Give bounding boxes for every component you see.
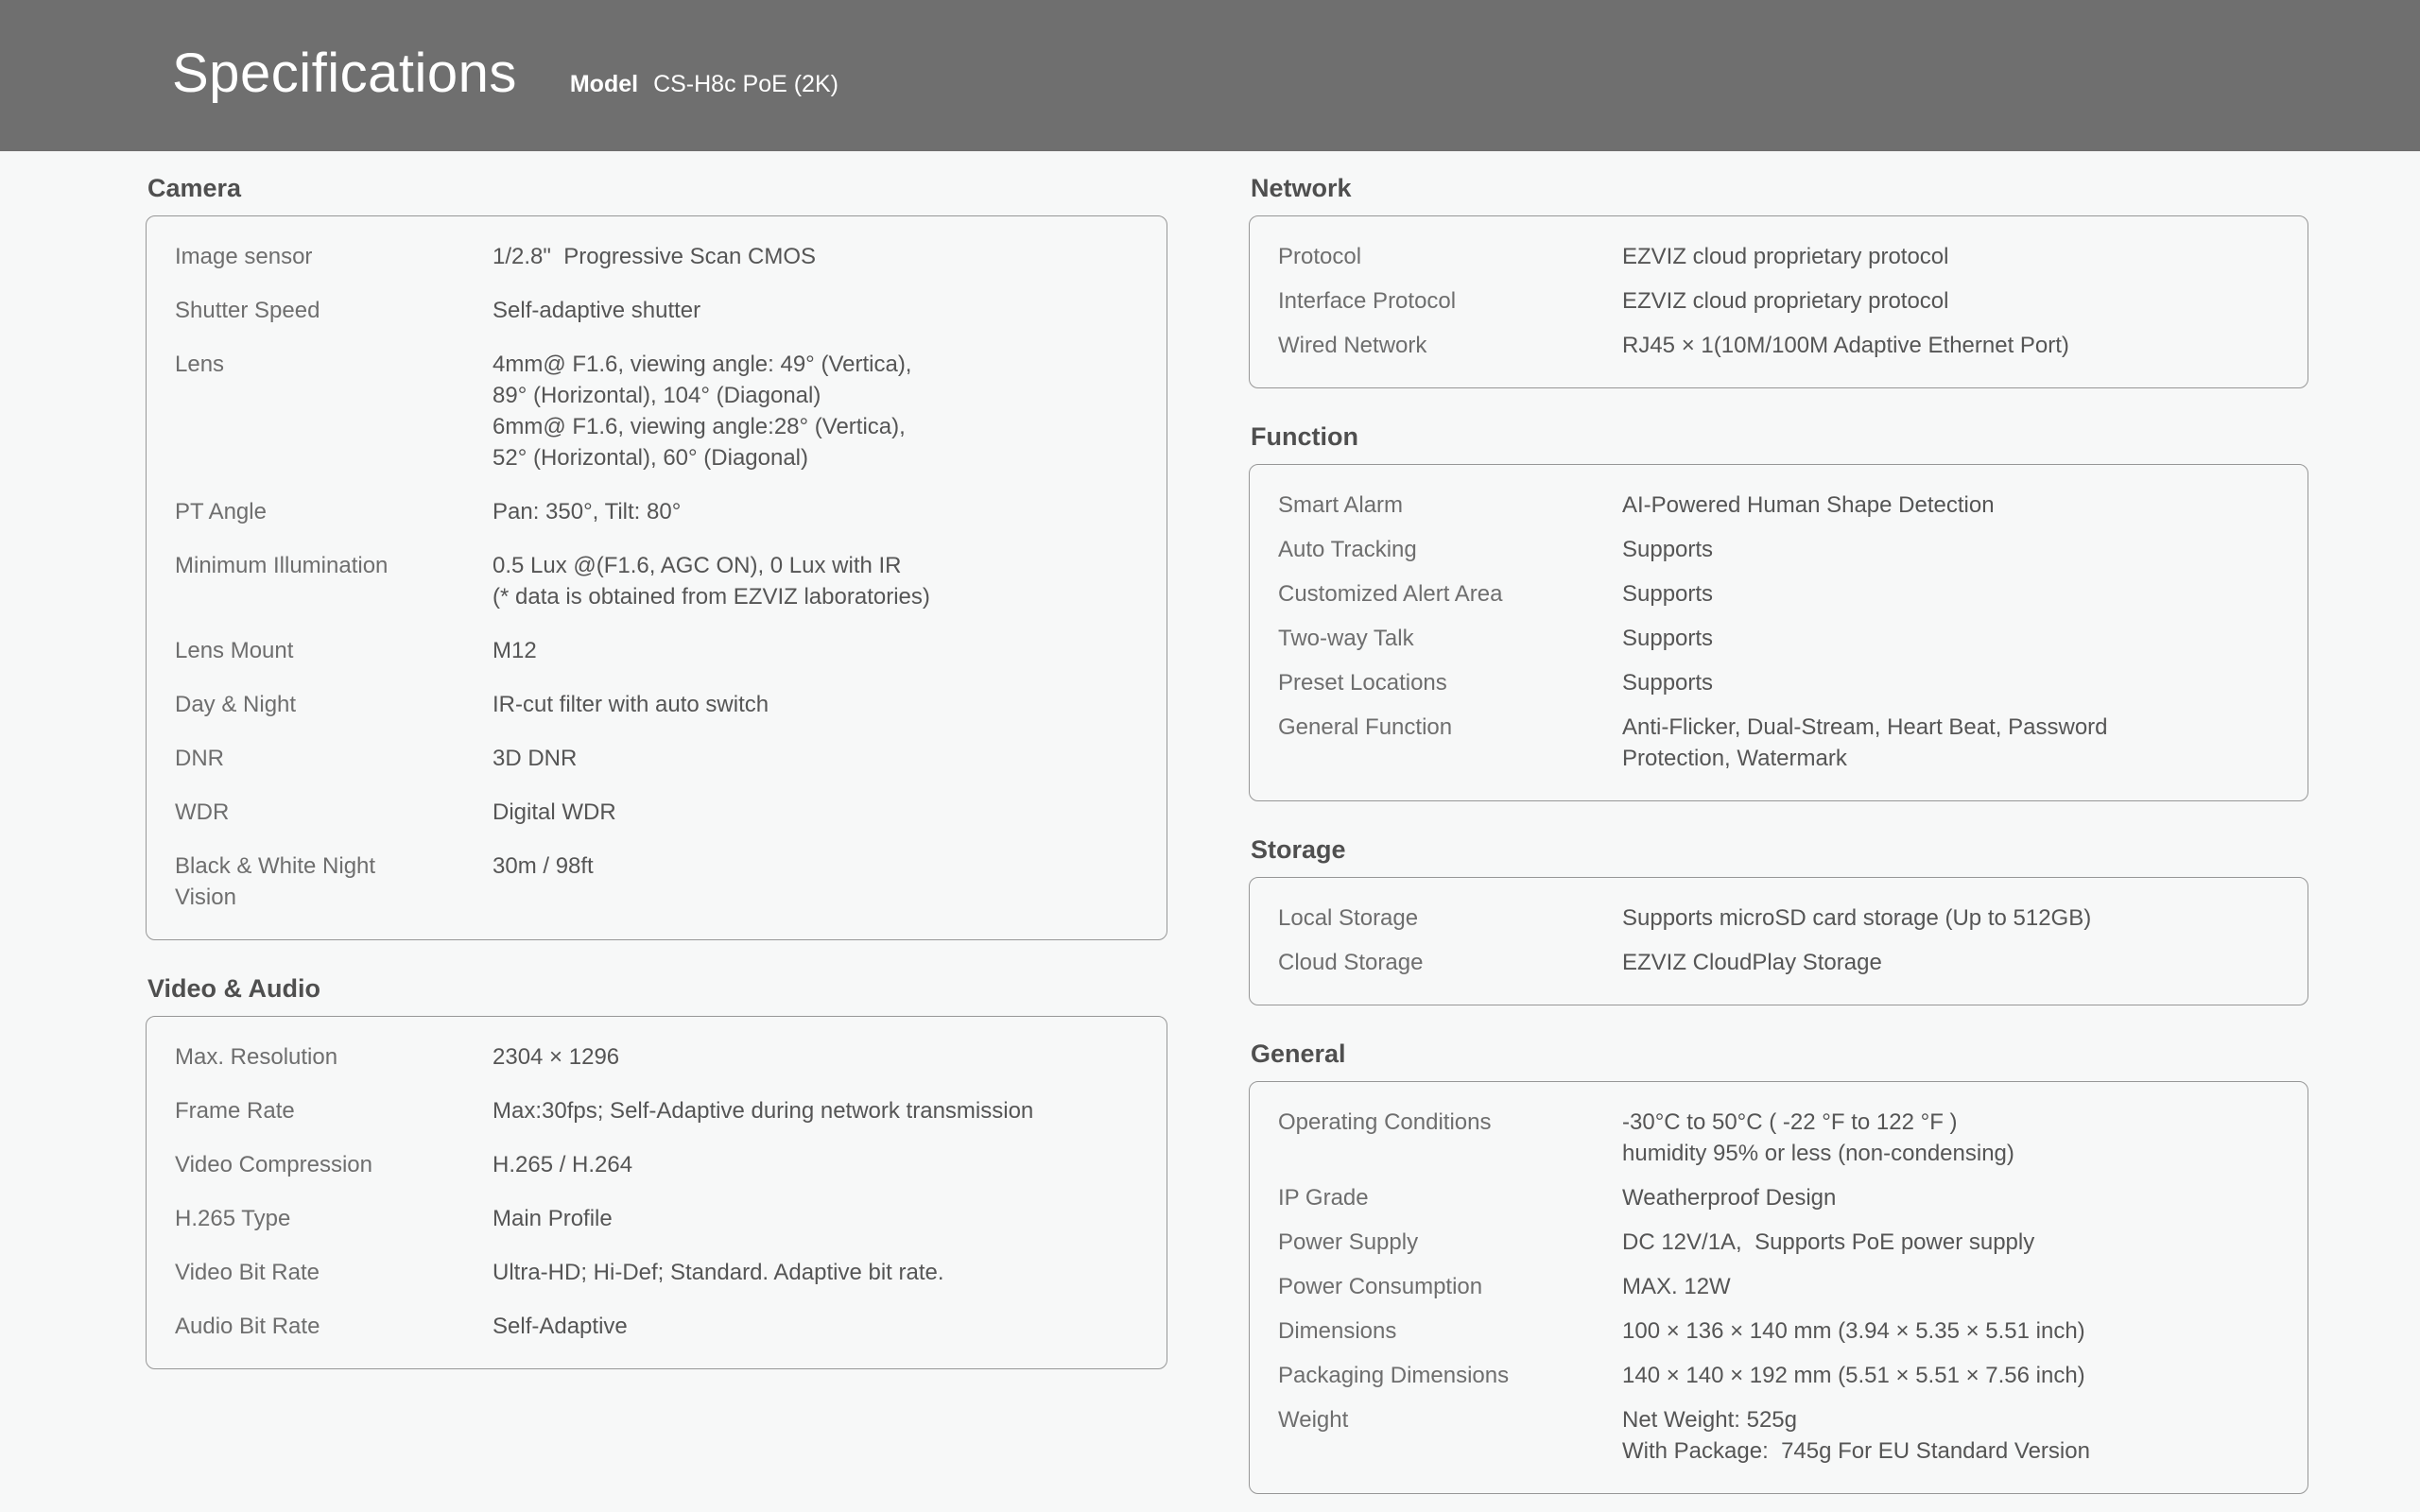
spec-value xyxy=(1622,1271,2279,1302)
spec-section xyxy=(1249,174,2308,388)
spec-row xyxy=(175,496,1138,527)
spec-value xyxy=(493,1311,1138,1342)
spec-label: Two-way Talk xyxy=(1278,626,1414,651)
spec-value xyxy=(1622,285,2279,317)
spec-section xyxy=(1249,835,2308,1005)
spec-row xyxy=(175,1095,1138,1126)
section-title: Storage xyxy=(1251,835,1346,864)
spec-value-line: IR-cut filter with auto switch xyxy=(493,692,769,717)
spec-value xyxy=(1622,667,2279,698)
spec-value xyxy=(493,1203,1138,1234)
section-box xyxy=(1249,464,2308,801)
spec-value xyxy=(493,797,1138,828)
section-box xyxy=(1249,215,2308,388)
spec-value-line: Max:30fps; Self-Adaptive during network transmission xyxy=(493,1098,1034,1124)
spec-value-line: Self-adaptive shutter xyxy=(493,298,701,323)
spec-value-line: 30m / 98ft xyxy=(493,853,594,879)
spec-label: IP Grade xyxy=(1278,1185,1369,1211)
spec-row xyxy=(1278,667,2279,698)
spec-value-line: Supports xyxy=(1622,537,1714,562)
section-box xyxy=(1249,1081,2308,1494)
spec-label: Protocol xyxy=(1278,244,1362,269)
spec-value xyxy=(493,635,1138,666)
spec-value-line: 0.5 Lux @(F1.6, AGC ON), 0 Lux with IR xyxy=(493,553,902,578)
spec-value-line: 52° (Horizontal), 60° (Diagonal) xyxy=(493,445,809,471)
spec-value-line: 3D DNR xyxy=(493,746,578,771)
spec-row xyxy=(175,743,1138,774)
spec-value-line: RJ45 × 1(10M/100M Adaptive Ethernet Port) xyxy=(1622,333,2069,358)
spec-section xyxy=(146,974,1167,1369)
spec-row xyxy=(175,1149,1138,1180)
spec-row xyxy=(175,1311,1138,1342)
spec-value xyxy=(493,241,1138,272)
section-title: Camera xyxy=(147,174,242,202)
spec-value-line: AI-Powered Human Shape Detection xyxy=(1622,492,1995,518)
spec-label: Operating Conditions xyxy=(1278,1109,1492,1135)
spec-label: Audio Bit Rate xyxy=(175,1314,320,1339)
spec-value-line: 100 × 136 × 140 mm (3.94 × 5.35 × 5.51 inch) xyxy=(1622,1318,2085,1344)
page-title: Specifications xyxy=(172,43,517,104)
model-value: CS-H8c PoE (2K) xyxy=(653,71,838,97)
spec-value xyxy=(493,743,1138,774)
spec-row xyxy=(1278,1107,2279,1169)
spec-row xyxy=(1278,330,2279,361)
spec-value xyxy=(1622,902,2279,934)
spec-value xyxy=(1622,534,2279,565)
spec-label: Preset Locations xyxy=(1278,670,1447,696)
spec-value-line: Anti-Flicker, Dual-Stream, Heart Beat, Password xyxy=(1622,714,2108,740)
spec-row xyxy=(175,295,1138,326)
spec-content xyxy=(0,151,2420,1494)
spec-value-line: Protection, Watermark xyxy=(1622,746,1847,771)
spec-label: Smart Alarm xyxy=(1278,492,1404,518)
spec-value xyxy=(493,850,1138,882)
spec-value-line: -30°C to 50°C ( -22 °F to 122 °F ) xyxy=(1622,1109,1958,1135)
spec-value-line: Weatherproof Design xyxy=(1622,1185,1837,1211)
spec-value xyxy=(493,550,1138,612)
spec-value-line: With Package: 745g For EU Standard Version xyxy=(1622,1438,2090,1464)
spec-value xyxy=(1622,578,2279,610)
spec-value xyxy=(1622,1227,2279,1258)
spec-row xyxy=(1278,1360,2279,1391)
spec-value-line: Main Profile xyxy=(493,1206,613,1231)
spec-value-line: (* data is obtained from EZVIZ laboratories) xyxy=(493,584,930,610)
spec-row xyxy=(175,797,1138,828)
spec-value xyxy=(1622,1360,2279,1391)
spec-row xyxy=(1278,1227,2279,1258)
spec-value-line: 1/2.8" Progressive Scan CMOS xyxy=(493,244,816,269)
spec-value-line: Supports microSD card storage (Up to 512GB) xyxy=(1622,905,2092,931)
section-title: Video & Audio xyxy=(147,974,321,1003)
spec-label: Customized Alert Area xyxy=(1278,581,1503,607)
spec-value-line: Self-Adaptive xyxy=(493,1314,628,1339)
spec-label: Weight xyxy=(1278,1407,1349,1433)
spec-label: Wired Network xyxy=(1278,333,1427,358)
spec-row xyxy=(1278,1271,2279,1302)
spec-label: General Function xyxy=(1278,714,1453,740)
spec-row xyxy=(175,241,1138,272)
right-column xyxy=(1249,174,2308,1494)
spec-section xyxy=(146,174,1167,940)
spec-label: Power Consumption xyxy=(1278,1274,1483,1299)
spec-row xyxy=(175,1203,1138,1234)
spec-value xyxy=(493,1149,1138,1180)
spec-label: PT Angle xyxy=(175,499,267,524)
spec-label: Minimum Illumination xyxy=(175,553,389,578)
spec-value xyxy=(1622,1404,2279,1467)
spec-value xyxy=(1622,712,2279,774)
spec-row xyxy=(175,349,1138,473)
spec-value-line: Supports xyxy=(1622,670,1714,696)
spec-value-line: Supports xyxy=(1622,626,1714,651)
section-title: Network xyxy=(1251,174,1352,202)
spec-label: Power Supply xyxy=(1278,1229,1419,1255)
spec-row xyxy=(1278,623,2279,654)
spec-row xyxy=(175,689,1138,720)
spec-value-line: EZVIZ cloud proprietary protocol xyxy=(1622,288,1949,314)
spec-label: Shutter Speed xyxy=(175,298,320,323)
left-column xyxy=(146,174,1167,1494)
spec-value-line: EZVIZ CloudPlay Storage xyxy=(1622,950,1882,975)
spec-row xyxy=(175,1257,1138,1288)
spec-value-line: EZVIZ cloud proprietary protocol xyxy=(1622,244,1949,269)
spec-value-line: 6mm@ F1.6, viewing angle:28° (Vertica), xyxy=(493,414,906,439)
spec-row xyxy=(1278,285,2279,317)
spec-value xyxy=(1622,1315,2279,1347)
spec-row xyxy=(1278,1404,2279,1467)
section-title: Function xyxy=(1251,422,1358,451)
spec-label: Cloud Storage xyxy=(1278,950,1424,975)
spec-value xyxy=(1622,1107,2279,1169)
spec-label: Video Compression xyxy=(175,1152,373,1177)
spec-value xyxy=(493,295,1138,326)
spec-value xyxy=(493,689,1138,720)
spec-row xyxy=(1278,1182,2279,1213)
spec-row xyxy=(175,850,1138,913)
spec-value-line: 4mm@ F1.6, viewing angle: 49° (Vertica), xyxy=(493,352,912,377)
spec-section xyxy=(1249,1040,2308,1494)
spec-value-line: 2304 × 1296 xyxy=(493,1044,620,1070)
spec-value xyxy=(493,349,1138,473)
page-header xyxy=(0,0,2420,151)
model-label: Model xyxy=(569,71,639,97)
spec-value-line: Digital WDR xyxy=(493,799,616,825)
spec-value-line: MAX. 12W xyxy=(1622,1274,1731,1299)
spec-value-line: Pan: 350°, Tilt: 80° xyxy=(493,499,682,524)
spec-label: Interface Protocol xyxy=(1278,288,1457,314)
spec-value-line: Ultra-HD; Hi-Def; Standard. Adaptive bit rate. xyxy=(493,1260,944,1285)
spec-row xyxy=(1278,534,2279,565)
spec-row xyxy=(1278,1315,2279,1347)
spec-value xyxy=(1622,241,2279,272)
spec-value-line: 89° (Horizontal), 104° (Diagonal) xyxy=(493,383,821,408)
spec-label: Lens Mount xyxy=(175,638,294,663)
section-box xyxy=(146,215,1167,940)
spec-label: Video Bit Rate xyxy=(175,1260,320,1285)
spec-value xyxy=(1622,623,2279,654)
spec-label: Max. Resolution xyxy=(175,1044,338,1070)
spec-section xyxy=(1249,422,2308,801)
spec-value xyxy=(1622,330,2279,361)
spec-row xyxy=(1278,490,2279,521)
spec-row xyxy=(1278,578,2279,610)
spec-row xyxy=(1278,947,2279,978)
spec-value xyxy=(1622,947,2279,978)
spec-label: Black & White Night Vision xyxy=(175,853,376,910)
spec-label: Local Storage xyxy=(1278,905,1419,931)
spec-row xyxy=(175,1041,1138,1073)
spec-value-line: DC 12V/1A, Supports PoE power supply xyxy=(1622,1229,2035,1255)
spec-value-line: Net Weight: 525g xyxy=(1622,1407,1798,1433)
spec-label: Packaging Dimensions xyxy=(1278,1363,1510,1388)
spec-value-line: M12 xyxy=(493,638,537,663)
spec-value-line: 140 × 140 × 192 mm (5.51 × 5.51 × 7.56 inch) xyxy=(1622,1363,2085,1388)
spec-label: H.265 Type xyxy=(175,1206,291,1231)
spec-label: WDR xyxy=(175,799,230,825)
spec-row xyxy=(1278,241,2279,272)
spec-value xyxy=(1622,490,2279,521)
spec-label: Frame Rate xyxy=(175,1098,295,1124)
spec-label: DNR xyxy=(175,746,224,771)
spec-value-line: humidity 95% or less (non-condensing) xyxy=(1622,1141,2014,1166)
spec-value-line: Supports xyxy=(1622,581,1714,607)
spec-label: Image sensor xyxy=(175,244,313,269)
spec-value-line: H.265 / H.264 xyxy=(493,1152,633,1177)
section-box xyxy=(146,1016,1167,1369)
spec-label: Dimensions xyxy=(1278,1318,1397,1344)
spec-row xyxy=(1278,712,2279,774)
spec-row xyxy=(1278,902,2279,934)
section-box xyxy=(1249,877,2308,1005)
spec-value xyxy=(493,1041,1138,1073)
spec-row xyxy=(175,550,1138,612)
spec-label: Auto Tracking xyxy=(1278,537,1417,562)
spec-value xyxy=(1622,1182,2279,1213)
spec-value xyxy=(493,1095,1138,1126)
spec-value xyxy=(493,1257,1138,1288)
spec-label: Lens xyxy=(175,352,225,377)
spec-value xyxy=(493,496,1138,527)
spec-label: Day & Night xyxy=(175,692,297,717)
section-title: General xyxy=(1251,1040,1346,1068)
spec-row xyxy=(175,635,1138,666)
